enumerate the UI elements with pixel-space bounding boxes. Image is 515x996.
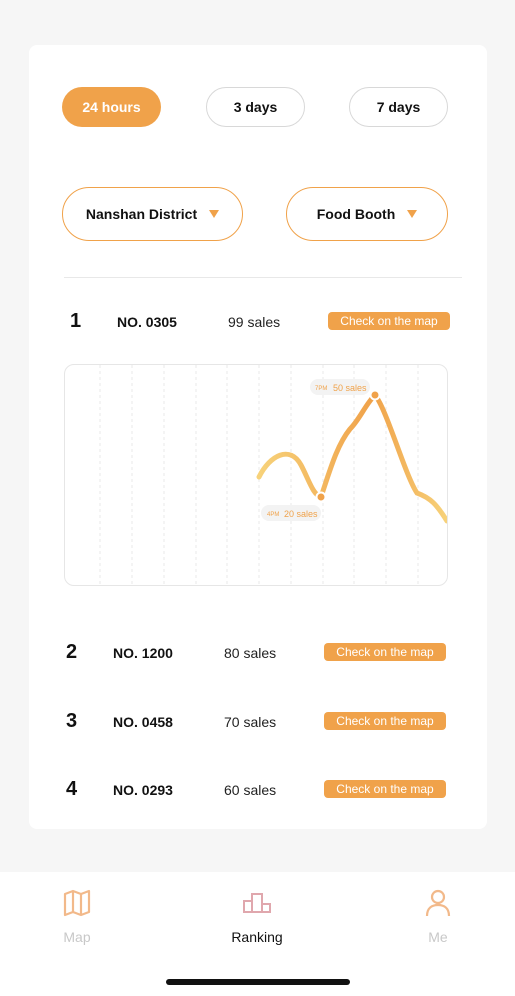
- check-map-button[interactable]: Check on the map: [324, 780, 446, 798]
- rank-number: 2: [66, 641, 78, 663]
- divider: [64, 277, 462, 278]
- time-filter-3d[interactable]: 3 days: [206, 87, 305, 127]
- category-select[interactable]: [286, 187, 448, 241]
- tooltip-high-value: 50 sales: [333, 383, 367, 393]
- sales-count: 99 sales: [228, 314, 281, 330]
- sales-line: [259, 395, 447, 521]
- booth-number: NO. 0458: [113, 714, 173, 730]
- check-map-button[interactable]: Check on the map: [328, 312, 450, 330]
- tooltip-low-value: 20 sales: [284, 509, 318, 519]
- chevron-down-icon: [209, 210, 219, 218]
- booth-number: NO. 0293: [113, 782, 173, 798]
- tab-ranking[interactable]: [197, 888, 317, 945]
- home-indicator: [166, 979, 350, 985]
- rank-number: 1: [70, 310, 82, 332]
- point-4pm: [317, 493, 326, 502]
- rank-number: 3: [66, 710, 78, 732]
- check-map-button[interactable]: Check on the map: [324, 643, 446, 661]
- tab-map[interactable]: [17, 888, 137, 945]
- podium-icon: [242, 888, 272, 918]
- bottom-tab-bar: [0, 872, 515, 996]
- tab-ranking-label: Ranking: [231, 929, 283, 945]
- time-filter-24h[interactable]: 24 hours: [62, 87, 161, 127]
- user-icon: [423, 888, 453, 918]
- time-filter-7d[interactable]: 7 days: [349, 87, 448, 127]
- tab-me[interactable]: [378, 888, 498, 945]
- tooltip-low-time: 4PM: [267, 512, 280, 518]
- check-map-button[interactable]: Check on the map: [324, 712, 446, 730]
- sales-trend-chart: [64, 364, 448, 586]
- sales-count: 70 sales: [224, 714, 277, 730]
- map-icon: [62, 888, 92, 918]
- category-select-label: Food Booth: [316, 206, 396, 222]
- tab-me-label: Me: [428, 929, 448, 945]
- district-select[interactable]: [62, 187, 243, 241]
- booth-number: NO. 0305: [117, 314, 177, 330]
- tab-map-label: Map: [63, 929, 91, 945]
- point-7pm: [371, 391, 380, 400]
- sales-trend-svg: [65, 365, 448, 586]
- sales-count: 60 sales: [224, 782, 277, 798]
- rank-number: 4: [66, 778, 78, 800]
- chevron-down-icon: [407, 210, 417, 218]
- booth-number: NO. 1200: [113, 645, 173, 661]
- sales-count: 80 sales: [224, 645, 277, 661]
- district-select-label: Nanshan District: [85, 206, 198, 222]
- tooltip-high-time: 7PM: [315, 386, 328, 392]
